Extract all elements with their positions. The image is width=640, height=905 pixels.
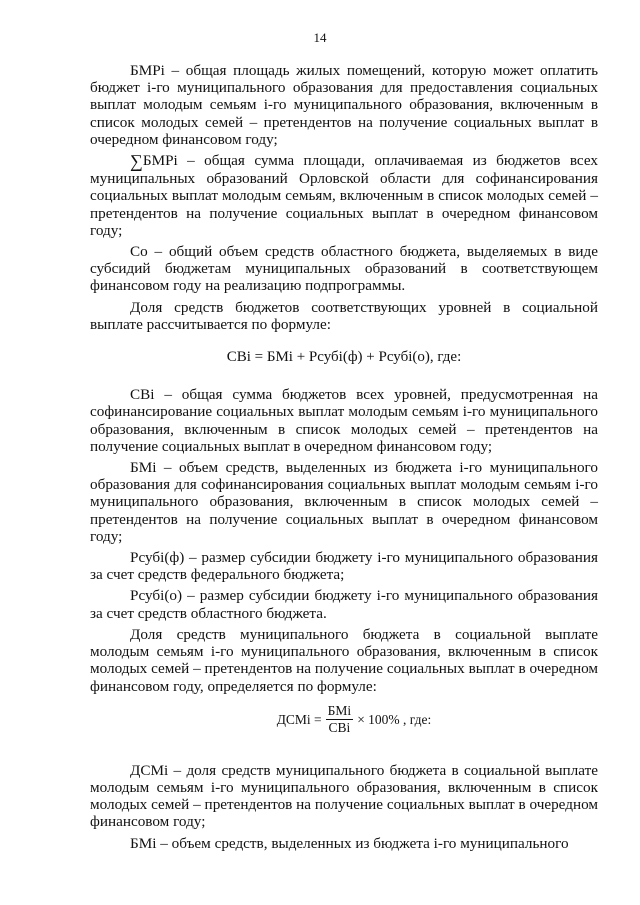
document-body	[90, 62, 598, 856]
formula-svi: СВi = БМi + Рсубi(ф) + Рсубi(о), где:	[226, 349, 462, 366]
definition-dsmi: ДСМi – доля средств муниципального бюджета в социальной выплате молодым семьям i-го муниципального образования, включенным в список молодых семей – претендентов на получение социальных выплат в очередном финансовом году;	[90, 761, 598, 831]
sum-symbol: ∑	[130, 151, 143, 172]
paragraph-co-definition: Со – общий объем средств областного бюджета, выделяемых в виде субсидий бюджетам муниципальных образований в соответствующем финансовом году на реализацию подпрограммы.	[90, 243, 598, 295]
definition-rsubi-o: Рсубi(о) – размер субсидии бюджету i-го муниципального образования за счет средств областного бюджета.	[90, 587, 598, 622]
formula-dsmi-denominator: СВi	[328, 719, 351, 735]
paragraph-bmri-definition: БМРi – общая площадь жилых помещений, которую может оплатить бюджет i-го муниципального образования для предоставления социальных выплат молодым семьям i-го муниципального образования, включенным в список молодых семей – претендентов на получение социальных выплат в очередном финансовом году;	[90, 62, 598, 148]
definition-bmi-repeat: БМi – объем средств, выделенных из бюджета i-го муниципального	[130, 834, 569, 852]
formula-dsmi-rhs: × 100% , где:	[357, 711, 432, 727]
sum-bmri-text: БМРi – общая сумма площади, оплачиваемая из бюджетов всех муниципальных образований Орловской области для софинансирования социальных выплат молодым семьям, включенным в список молодых семей – претендентов на получение социальных выплат в очередном финансовом году;	[90, 152, 598, 239]
paragraph-sum-bmri-definition	[90, 152, 598, 239]
formula-dsmi-lhs: ДСМi =	[276, 711, 322, 727]
definition-rsubi-f: Рсубi(ф) – размер субсидии бюджету i-го муниципального образования за счет средств федерального бюджета;	[90, 549, 598, 584]
paragraph-municipal-share-intro: Доля средств муниципального бюджета в социальной выплате молодым семьям i-го муниципального образования, включенным в список молодых семей – претендентов на получение социальных выплат в очередном финансовом году, определяется по формуле:	[90, 625, 598, 695]
definition-svi: СВi – общая сумма бюджетов всех уровней, предусмотренная на софинансирование социальных выплат молодым семьям i-го муниципального образования, включенным в список молодых семей – претендентов на получение социальных выплат в очередном финансовом году;	[90, 386, 598, 455]
definition-bmi: БМi – объем средств, выделенных из бюджета i-го муниципального образования для софинансирования социальных выплат молодым семьям i-го муниципального образования, включенным в список молодых семей – претендентов на получение социальных выплат в очередном финансовом году;	[90, 459, 598, 545]
paragraph-share-formula-intro: Доля средств бюджетов соответствующих уровней в социальной выплате рассчитывается по формуле:	[90, 298, 598, 333]
formula-dsmi-fraction	[326, 703, 354, 736]
formula-dsmi	[90, 703, 598, 736]
page-number: 14	[313, 30, 327, 45]
formula-dsmi-numerator: БМi	[327, 702, 352, 718]
